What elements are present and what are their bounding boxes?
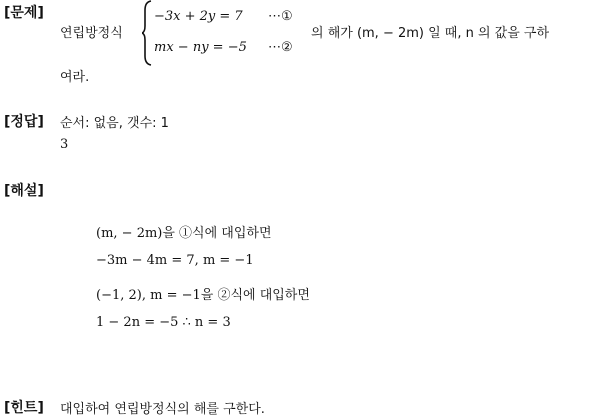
equation-2: mx − ny = −5 [154,40,247,55]
problem-condition-end: 여라. [60,70,90,85]
hint-tag: [힌트] [4,400,44,416]
problem-intro: 연립방정식 [60,26,123,41]
equation-1-mark: ⋯① [268,9,293,24]
solution-line-4: 1 − 2n = −5 ∴ n = 3 [96,315,231,330]
solution-line-3: (−1, 2), m = −1을 ②식에 대입하면 [96,288,310,303]
answer-tag: [정답] [4,114,44,130]
equation-1: −3x + 2y = 7 [154,9,243,24]
solution-line-2: −3m − 4m = 7, m = −1 [96,253,254,268]
solution-line-1: (m, − 2m)을 ①식에 대입하면 [96,226,272,241]
problem-condition: 의 해가 (m, − 2m) 일 때, n 의 값을 구하 [311,26,550,41]
hint-text: 대입하여 연립방정식의 해를 구한다. [60,402,265,417]
left-brace-icon [142,0,152,66]
answer-meta: 순서: 없음, 갯수: 1 [60,116,169,131]
problem-tag: [문제] [4,5,44,21]
solution-tag: [해설] [4,183,44,199]
answer-value: 3 [60,137,69,152]
equation-2-mark: ⋯② [268,40,293,55]
